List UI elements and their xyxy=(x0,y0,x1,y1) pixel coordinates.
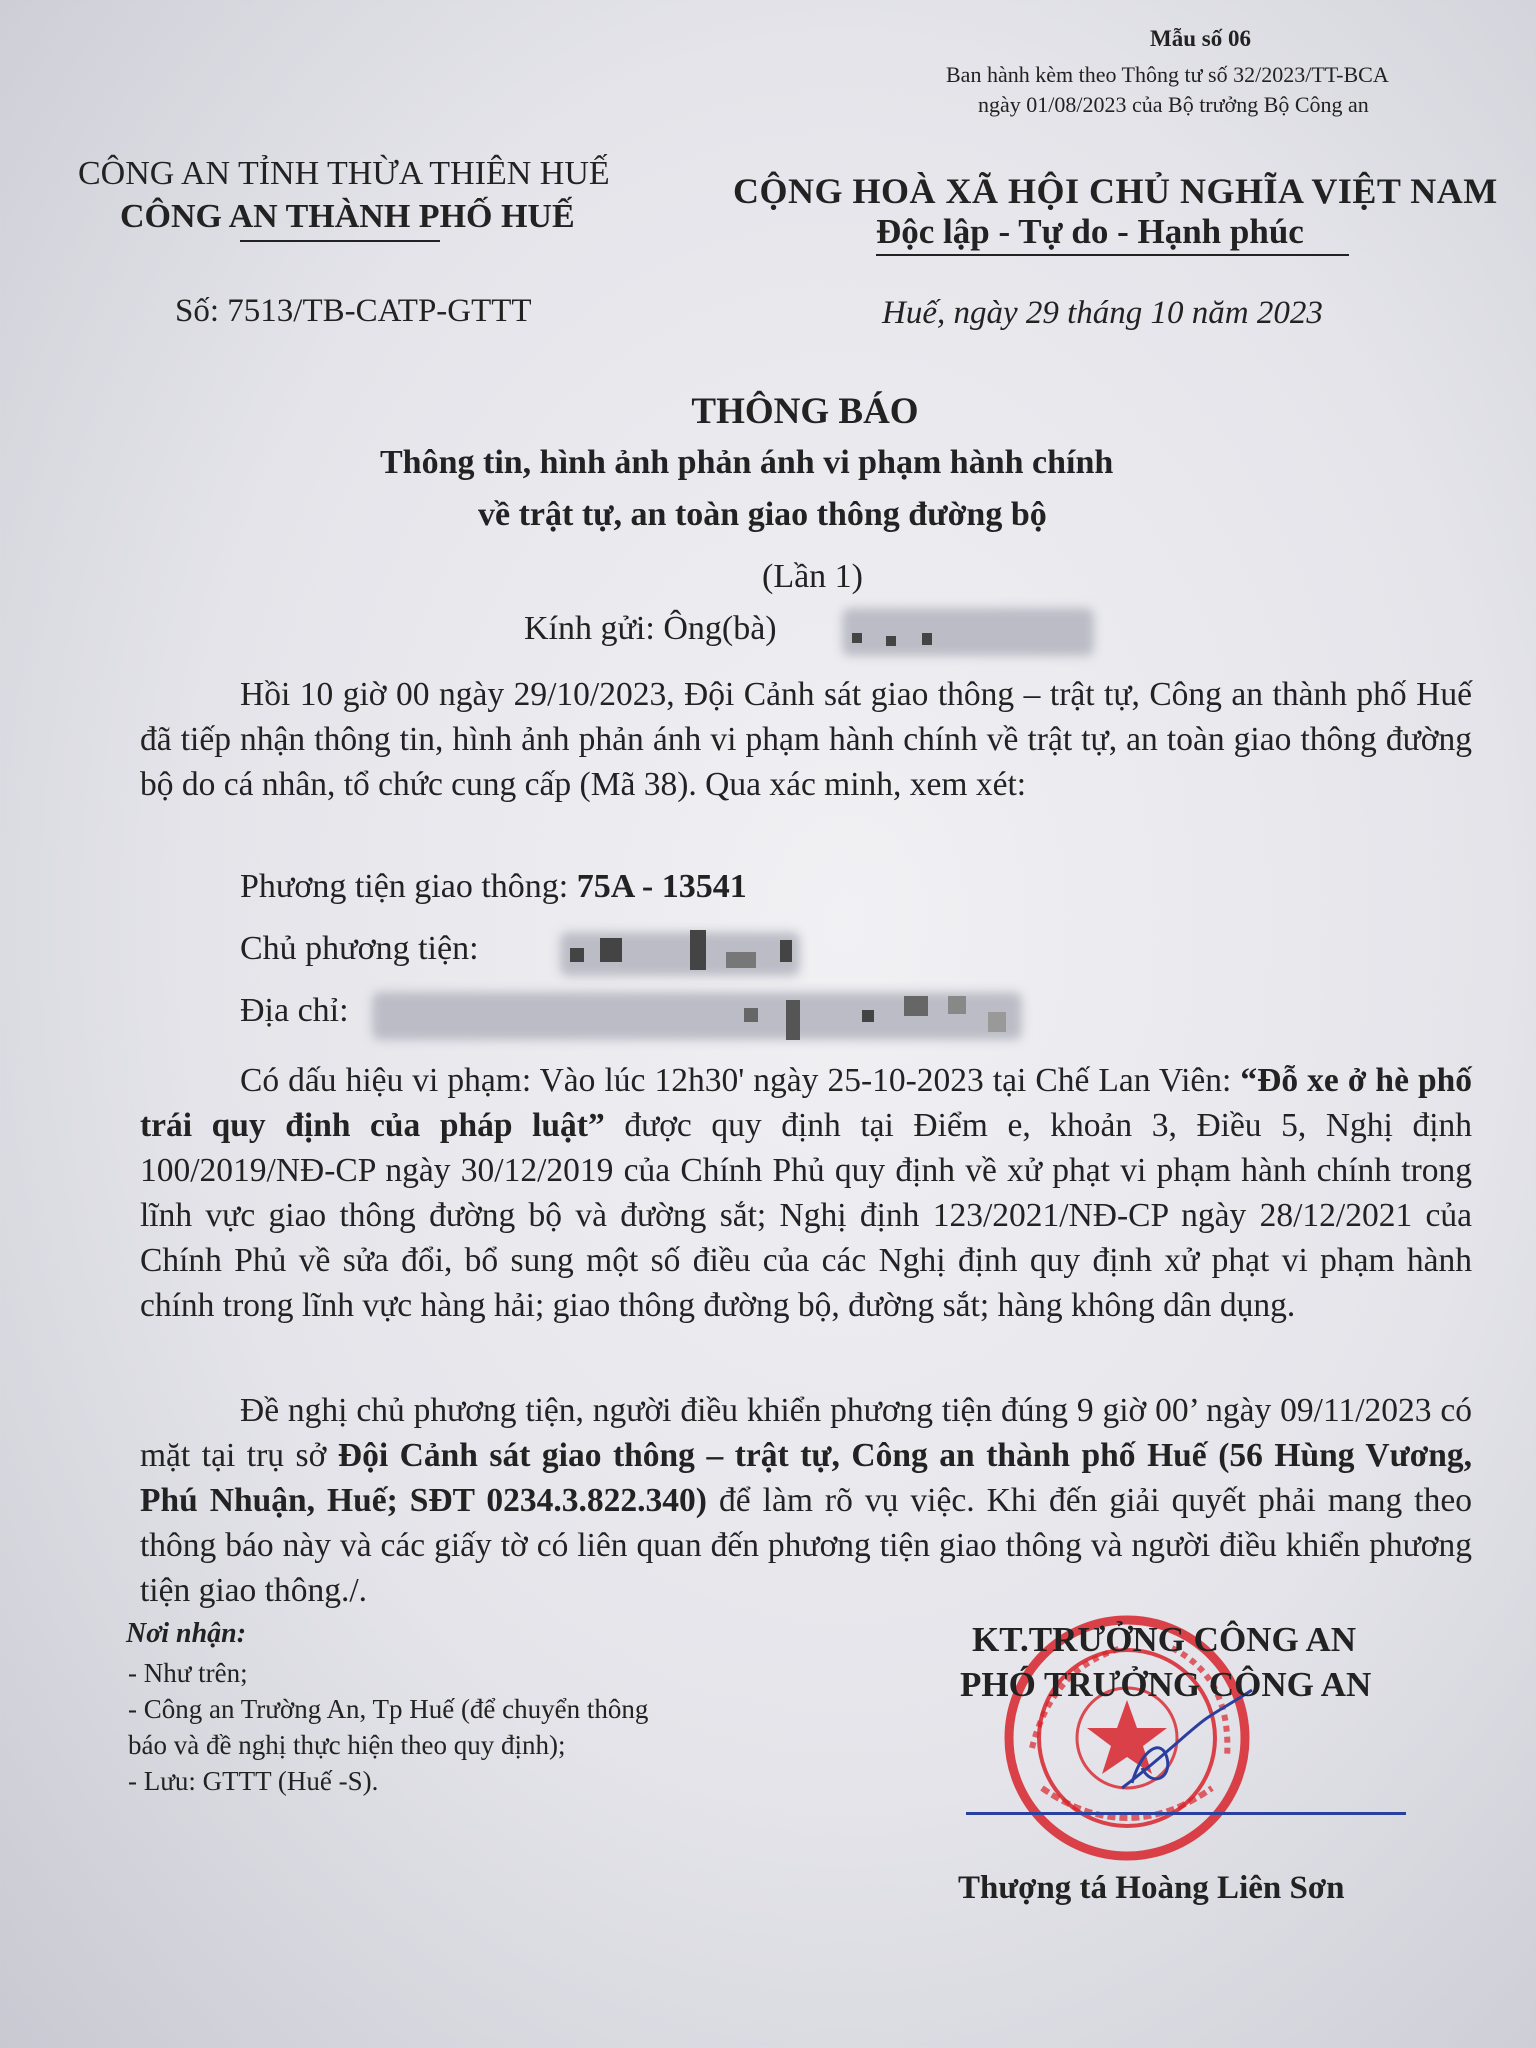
form-issued-line2: ngày 01/08/2023 của Bộ trưởng Bộ Công an xyxy=(978,92,1369,117)
form-number: Mẫu số 06 xyxy=(1150,26,1251,51)
paragraph-violation xyxy=(140,1058,1472,1328)
recipient-item: - Lưu: GTTT (Huế -S). xyxy=(128,1766,379,1796)
vehicle-field xyxy=(240,868,747,906)
agency-parent: CÔNG AN TỈNH THỪA THIÊN HUẾ xyxy=(78,155,610,192)
address-field xyxy=(240,992,349,1030)
greeting: Kính gửi: Ông(bà) xyxy=(524,610,777,647)
agency-name: CÔNG AN THÀNH PHỐ HUẾ xyxy=(120,198,575,235)
owner-label: Chủ phương tiện: xyxy=(240,930,479,967)
document-number: Số: 7513/TB-CATP-GTTT xyxy=(175,293,532,329)
form-issued-line1: Ban hành kèm theo Thông tư số 32/2023/TT-BCA xyxy=(946,62,1389,87)
agency-underline xyxy=(240,240,440,242)
document-title: THÔNG BÁO xyxy=(691,391,919,432)
paragraph-request xyxy=(140,1388,1472,1613)
document-subtitle-1: Thông tin, hình ảnh phản ánh vi phạm hành chính xyxy=(380,444,1114,481)
motto-underline xyxy=(876,254,1349,256)
violation-legal-basis: được quy định tại Điểm e, khoản 3, Điều 5, Nghị định 100/2019/NĐ-CP ngày 30/12/2019 của Chính Phủ quy định về xử phạt vi phạm hành chính trong lĩnh vực giao thông đường bộ và đường sắt; Nghị định 123/2021/NĐ-CP ngày 28/12/2021 của Chính Phủ về sửa đổi, bổ sung một số điều của các Nghị định quy định xử phạt vi phạm hành chính trong lĩnh vực hàng hải; giao thông đường bộ, đường sắt; hàng không dân dụng. xyxy=(140,1107,1472,1324)
recipient-item: báo và đề nghị thực hiện theo quy định); xyxy=(128,1730,566,1760)
address-label: Địa chỉ: xyxy=(240,992,349,1029)
signature-title-1: KT.TRƯỞNG CÔNG AN xyxy=(972,1620,1357,1659)
signature-stroke xyxy=(966,1812,1406,1815)
request-rest: để làm rõ vụ việc. Khi đến giải quyết phải mang theo thông báo này và các giấy tờ có liên quan đến phương tiện giao thông và người điều khiển phương tiện giao thông./. xyxy=(140,1482,1472,1609)
vehicle-label: Phương tiện giao thông: xyxy=(240,868,569,905)
paragraph-intro: Hồi 10 giờ 00 ngày 29/10/2023, Đội Cảnh sát giao thông – trật tự, Công an thành phố Huế đã tiếp nhận thông tin, hình ảnh phản ánh vi phạm hành chính về trật tự, an toàn giao thông đường bộ do cá nhân, tổ chức cung cấp (Mã 38). Qua xác minh, xem xét: xyxy=(140,676,1472,803)
notice-times: (Lần 1) xyxy=(762,558,864,595)
nation-motto: Độc lập - Tự do - Hạnh phúc xyxy=(876,212,1304,251)
document-subtitle-2: về trật tự, an toàn giao thông đường bộ xyxy=(478,496,1047,533)
vehicle-plate: 75A - 13541 xyxy=(576,868,747,905)
owner-field xyxy=(240,930,479,968)
signer-name: Thượng tá Hoàng Liên Sơn xyxy=(958,1870,1345,1906)
violation-intro: Có dấu hiệu vi phạm: Vào lúc 12h30' ngày 25-10-2023 tại Chế Lan Viên: xyxy=(240,1062,1232,1099)
nation-name: CỘNG HOÀ XÃ HỘI CHỦ NGHĨA VIỆT NAM xyxy=(733,171,1498,211)
recipients-title: Nơi nhận: xyxy=(126,1618,247,1649)
signature-title-2: PHÓ TRƯỞNG CÔNG AN xyxy=(960,1665,1372,1704)
recipient-item: - Như trên; xyxy=(128,1658,248,1688)
request-intro: Đề nghị chủ phương tiện, người điều khiển phương tiện đúng 9 giờ 00’ ngày 09/11/2023 có mặt tại trụ sở xyxy=(140,1392,1472,1474)
recipient-item: - Công an Trường An, Tp Huế (để chuyển thông xyxy=(128,1694,649,1724)
violation-description: “Đỗ xe ở hè phố trái quy định của pháp luật” xyxy=(140,1062,1473,1144)
request-place: Đội Cảnh sát giao thông – trật tự, Công an thành phố Huế (56 Hùng Vương, Phú Nhuận, Huế; SĐT 0234.3.822.340) xyxy=(140,1437,1473,1519)
document-date: Huế, ngày 29 tháng 10 năm 2023 xyxy=(882,295,1323,331)
